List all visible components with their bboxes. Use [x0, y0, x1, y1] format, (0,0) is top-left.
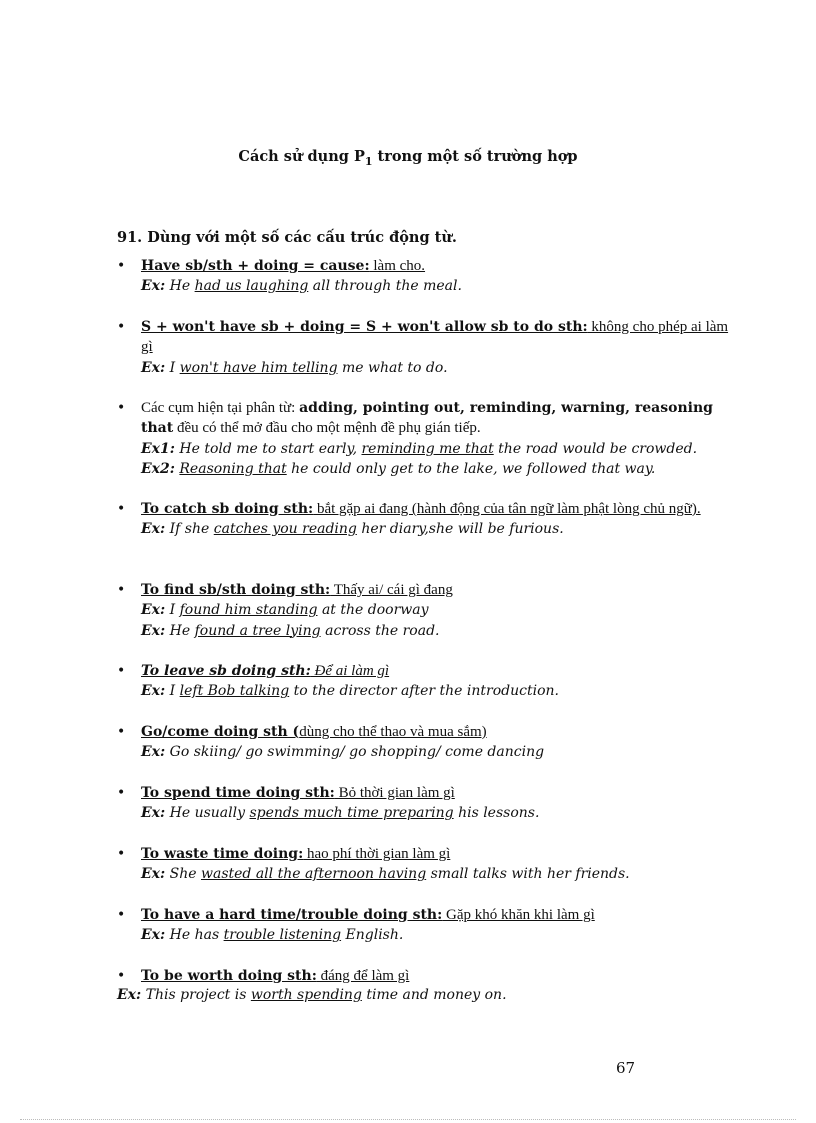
bullet: • [117, 258, 126, 274]
list-item: • S + won't have sb + doing = S + won't allow sb to do sth: không cho phép ai làm gì Ex: I won't have him telling me what to do. [117, 319, 729, 376]
list-item: • To be worth doing sth: đáng để làm gì [117, 966, 742, 986]
bullet: • [117, 846, 126, 862]
list-item: • To find sb/sth doing sth: Thấy ai/ cái gì đang Ex: I found him standing at the doorway Ex: He found a tree lying across the road. [117, 582, 453, 639]
list-item: • To spend time doing sth: Bỏ thời gian làm gì Ex: He usually spends much time preparing his lessons. [117, 785, 540, 822]
list-item: • Have sb/sth + doing = cause: làm cho. Ex: He had us laughing all through the meal. [117, 258, 462, 295]
list-item: • Các cụm hiện tại phân từ: adding, pointing out, reminding, warning, reasoning that đều có thể mở đầu cho một mệnh đề phụ gián tiếp. Ex1: He told me to start early, reminding me that the road would be crowded. Ex2: Reasoning that he could only get to the lake, we followed that way. [117, 400, 713, 477]
list-item: • To waste time doing: hao phí thời gian làm gì Ex: She wasted all the afternoon having small talks with her friends. [117, 846, 630, 883]
bullet: • [117, 785, 126, 801]
page-number: 67 [616, 1059, 636, 1077]
bullet: • [117, 400, 126, 416]
bullet: • [117, 968, 126, 984]
list-item: • Go/come doing sth (dùng cho thể thao và mua sắm) Ex: Go skiing/ go swimming/ go shopping/ come dancing [117, 724, 545, 761]
list-item: • To have a hard time/trouble doing sth: Gặp khó khăn khi làm gì Ex: He has trouble listening English. [117, 907, 595, 944]
bullet: • [117, 663, 126, 679]
page-title: Cách sử dụng $P_1$ trong một số trường hợp [238, 148, 578, 168]
bullet: • [117, 501, 126, 517]
example-line: Ex: This project is worth spending time and money on. [117, 987, 507, 1003]
section-heading: 91. Dùng với một số các cấu trúc động từ. [117, 229, 457, 246]
bullet: • [117, 319, 126, 335]
list-item: • To leave sb doing sth: Để ai làm gì Ex: I left Bob talking to the director after the introduction. [117, 663, 559, 700]
bullet: • [117, 907, 126, 923]
bullet: • [117, 724, 126, 740]
page-divider [20, 1119, 796, 1120]
list-item: • To catch sb doing sth: bắt gặp ai đang (hành động của tân ngữ làm phật lòng chủ ngữ). Ex: If she catches you reading her diary,she will be furious. [117, 501, 701, 538]
bullet: • [117, 582, 126, 598]
